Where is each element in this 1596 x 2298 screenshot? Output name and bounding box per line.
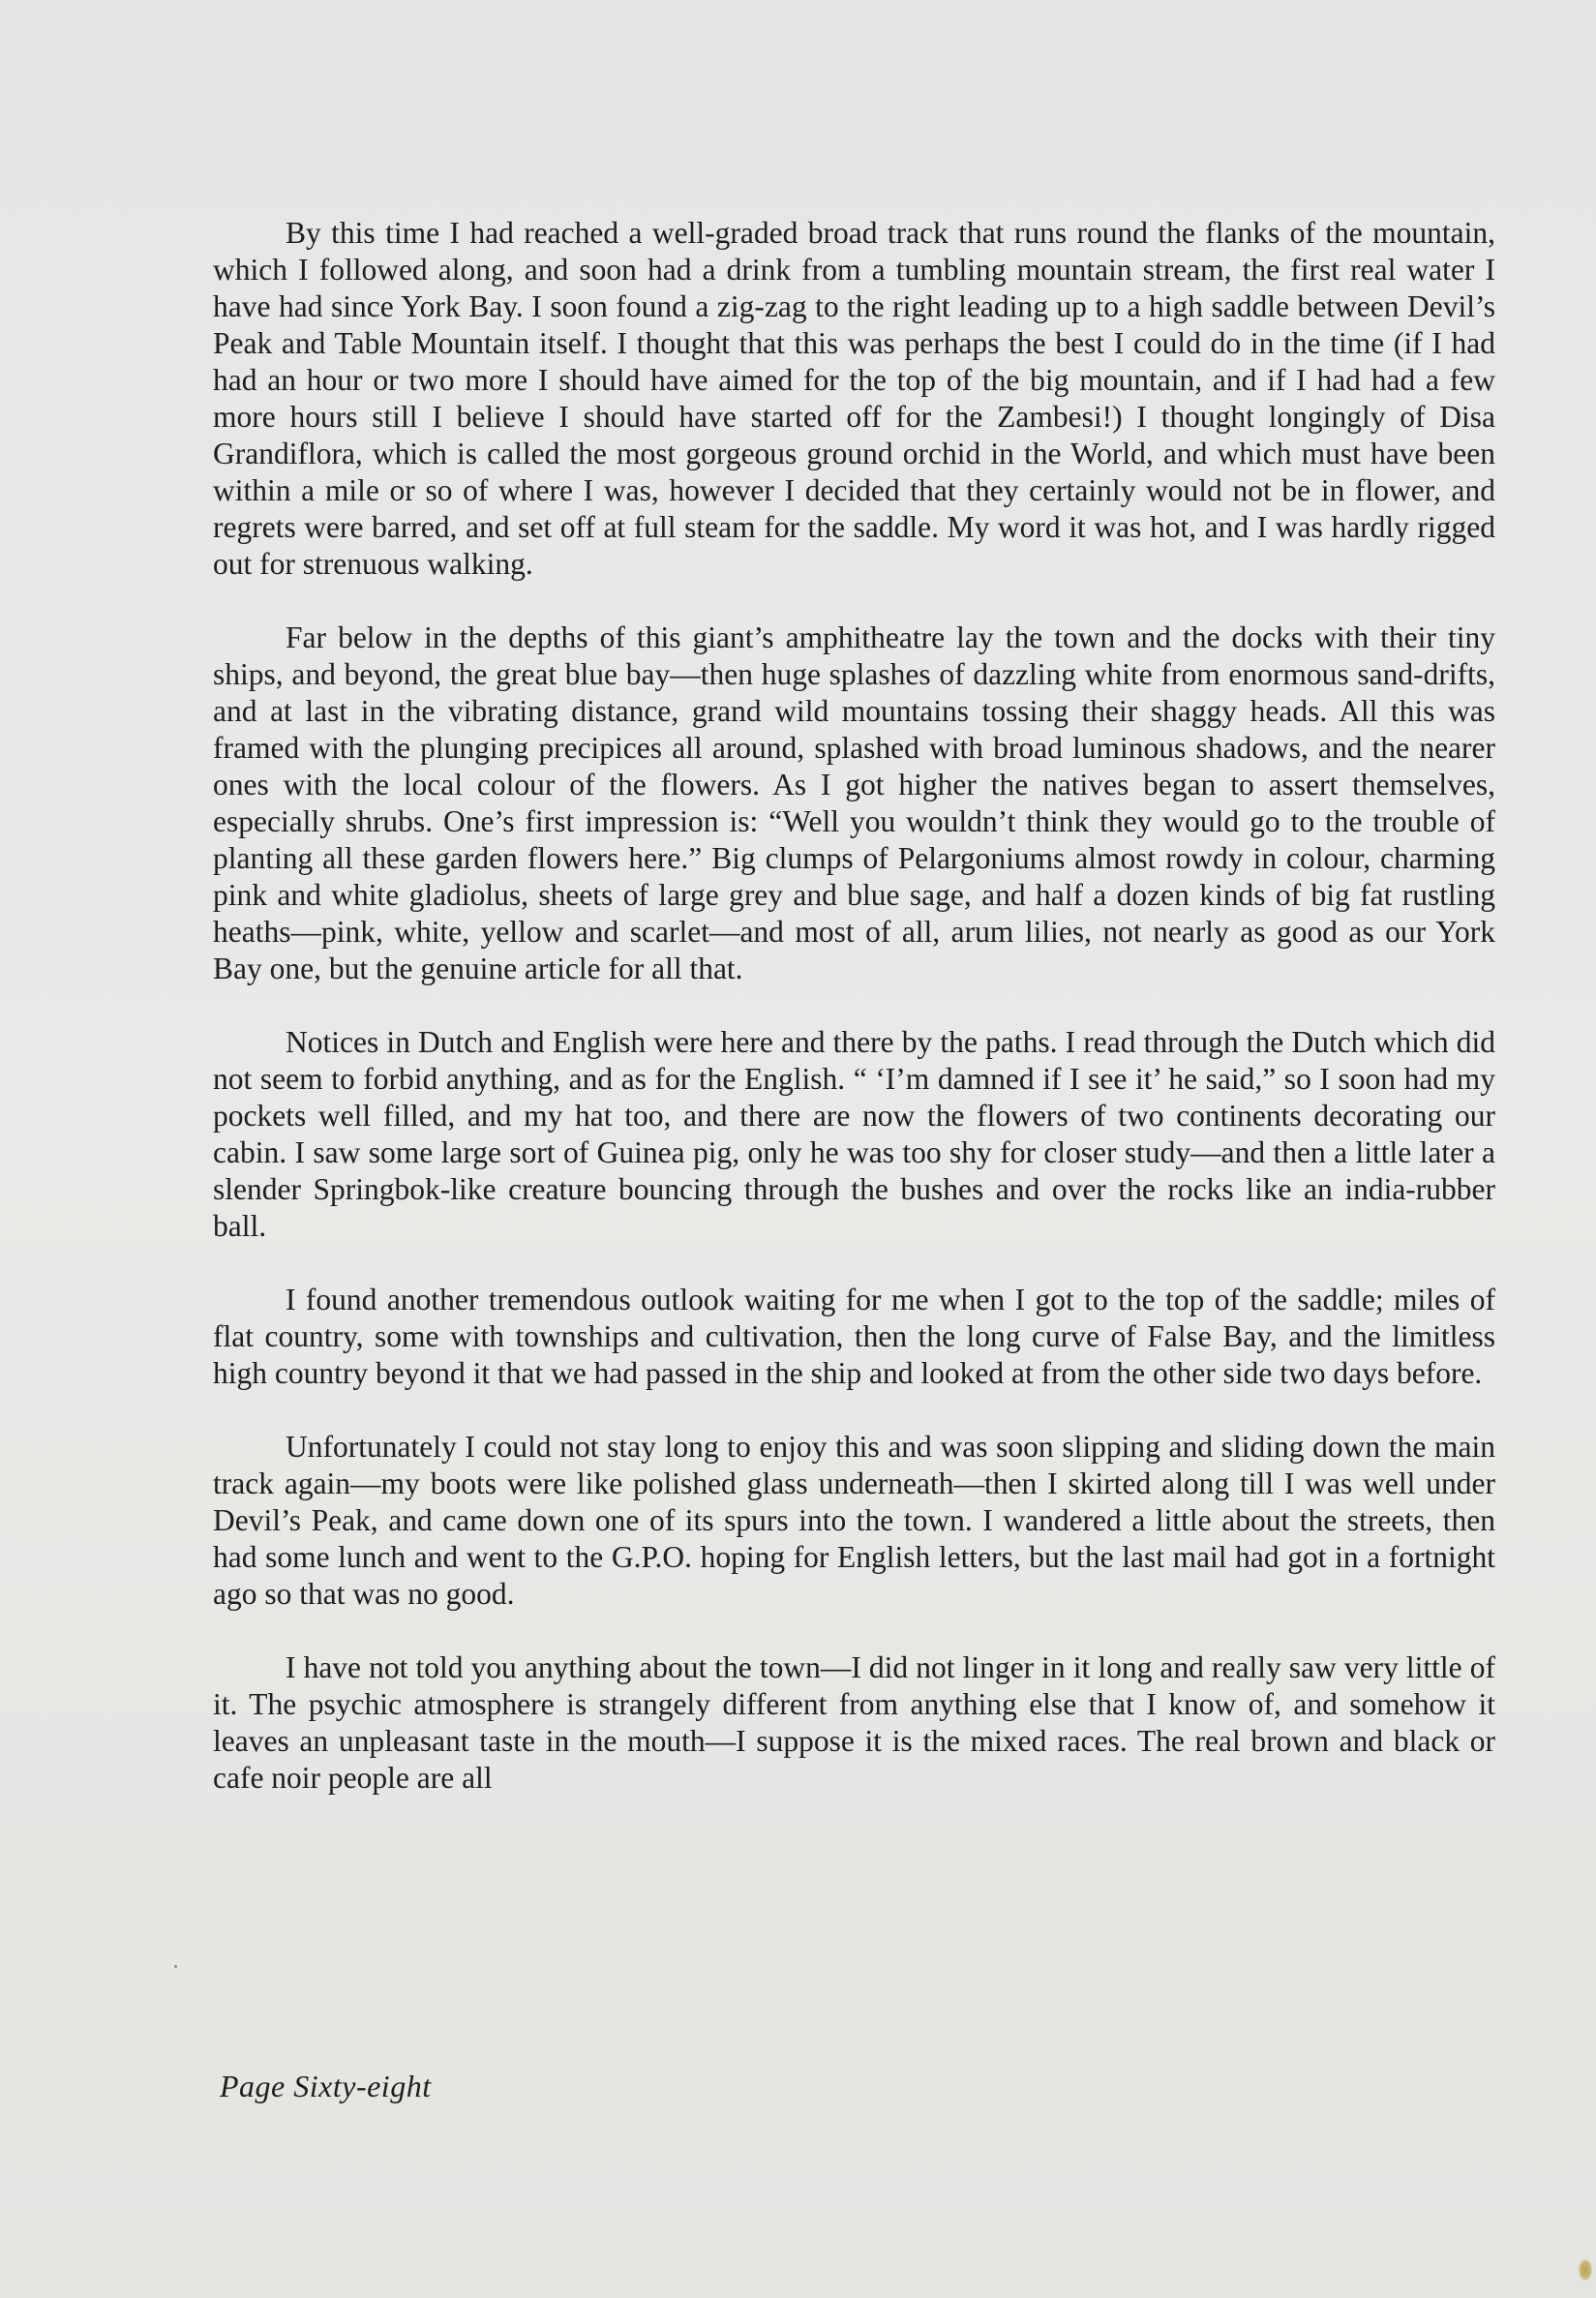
corner-stain: [1579, 2259, 1592, 2281]
paragraph-4: I found another tremendous outlook waiting for me when I got to the top of the saddle; miles of flat country, some with townships and cultivation, then the long curve of False Bay, and the limitless high country beyond it that we had passed in the ship and looked at from the other side two days before.: [213, 1283, 1495, 1390]
paper-speck: [174, 1965, 177, 1968]
paragraph-6: I have not told you anything about the town—I did not linger in it long and really saw very little of it. The psychic atmosphere is strangely different from anything else that I know of, and somehow it leaves an unpleasant taste in the mouth—I suppose it is the mixed races. The real brown and black or cafe noir people are all: [213, 1650, 1495, 1795]
paragraph-3: Notices in Dutch and English were here and there by the paths. I read through the Dutch which did not seem to forbid anything, and as for the English. “ ‘I’m damned if I see it’ he said,” so I soon had my pockets well filled, and my hat too, and there are now the flowers of two continents decorating our cabin. I saw some large sort of Guinea pig, only he was too shy for closer study—and then a little later a slender Springbok-like creature bouncing through the bushes and over the rocks like an india-rubber ball.: [213, 1025, 1495, 1243]
paragraph-2: Far below in the depths of this giant’s amphitheatre lay the town and the docks with their tiny ships, and beyond, the great blue bay—then huge splashes of dazzling white from enormous sand-drifts, and at last in the vibrating distance, grand wild mountains tossing their shaggy heads. All this was framed with the plunging precipices all around, splashed with broad luminous shadows, and the nearer ones with the local colour of the flowers. As I got higher the natives began to assert themselves, especially shrubs. One’s first impression is: “Well you wouldn’t think they would go to the trouble of planting all these garden flowers here.” Big clumps of Pelargoniums almost rowdy in colour, charming pink and white gladiolus, sheets of large grey and blue sage, and half a dozen kinds of big fat rustling heaths—pink, white, yellow and scarlet—and most of all, arum lilies, not nearly as good as our York Bay one, but the genuine article for all that.: [213, 620, 1495, 985]
page-number-footer: Page Sixty-eight: [220, 2069, 432, 2103]
body-text: [213, 215, 1495, 1833]
paragraph-1: By this time I had reached a well-graded broad track that runs round the flanks of the mountain, which I followed along, and soon had a drink from a tumbling mountain stream, the first real water I have had since York Bay. I soon found a zig-zag to the right leading up to a high saddle between Devil’s Peak and Table Mountain itself. I thought that this was perhaps the best I could do in the time (if I had had an hour or two more I should have aimed for the top of the big mountain, and if I had had a few more hours still I believe I should have started off for the Zambesi!) I thought longingly of Disa Grandiflora, which is called the most gorgeous ground orchid in the World, and which must have been within a mile or so of where I was, however I decided that they certainly would not be in flower, and regrets were barred, and set off at full steam for the saddle. My word it was hot, and I was hardly rigged out for strenuous walking.: [213, 216, 1495, 581]
paragraph-5: Unfortunately I could not stay long to enjoy this and was soon slipping and sliding down the main track again—my boots were like polished glass underneath—then I skirted along till I was well under Devil’s Peak, and came down one of its spurs into the town. I wandered a little about the streets, then had some lunch and went to the G.P.O. hoping for English letters, but the last mail had got in a fortnight ago so that was no good.: [213, 1430, 1495, 1611]
